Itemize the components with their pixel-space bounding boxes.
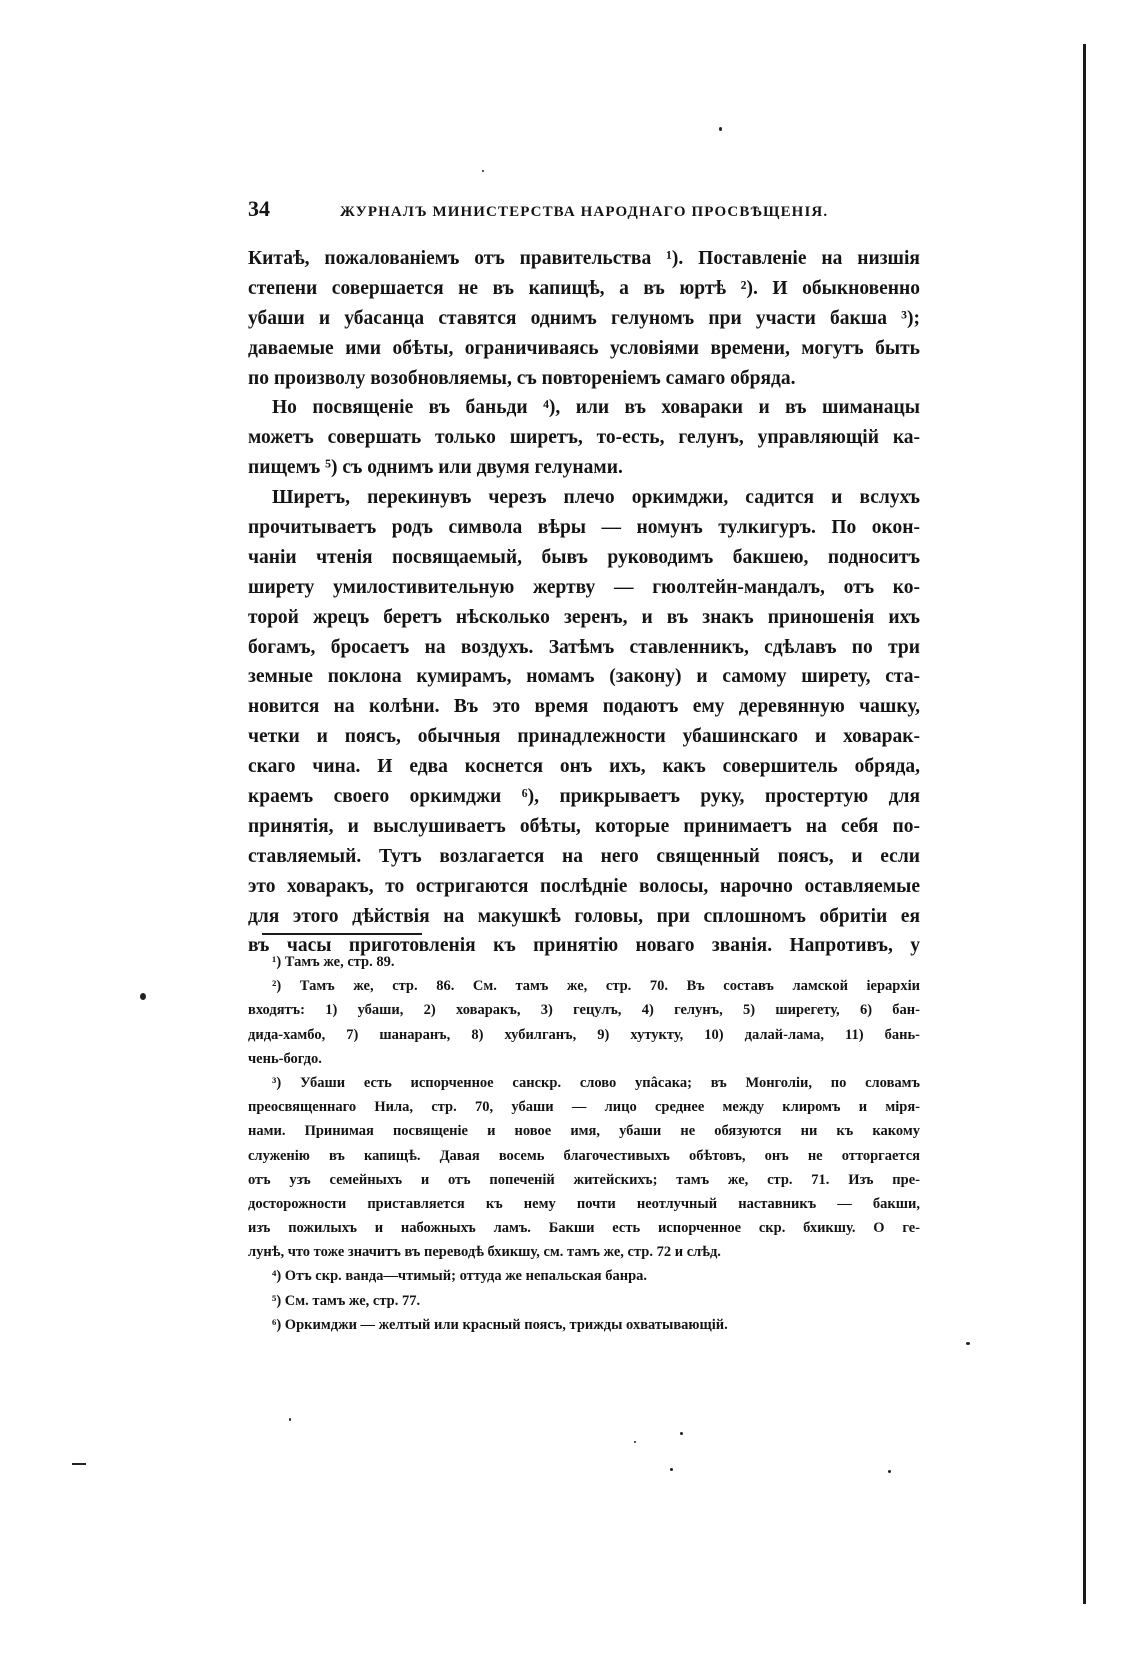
footnote-line: входятъ: 1) убаши, 2) ховаракъ, 3) гецулъ, 4) гелунъ, 5) ширегету, 6) бан- xyxy=(248,1002,920,1019)
text-line: для этого дѣйствія на макушкѣ головы, при сплошномъ обритіи ея xyxy=(248,905,920,927)
page-number: 34 xyxy=(248,196,270,221)
text-line: это ховаракъ, то остригаются послѣдніе волосы, нарочно оставляемые xyxy=(248,875,920,897)
scan-speck xyxy=(289,1418,291,1421)
text-line: даваемые ими обѣты, ограничиваясь условіями времени, могутъ быть xyxy=(248,337,920,359)
page-header xyxy=(248,196,903,220)
footnote xyxy=(248,974,920,1071)
footnote-line: досторожности приставляется къ нему почти неотлучный наставникъ — бакши, xyxy=(248,1195,920,1212)
footnote-line: чень-богдо. xyxy=(248,1050,322,1067)
text-line: можетъ совершать только ширетъ, то-есть, гелунъ, управляющій ка- xyxy=(248,427,920,449)
text-line: торой жрецъ беретъ нѣсколько зеренъ, и въ знакъ приношенія ихъ xyxy=(248,606,920,628)
scan-speck xyxy=(680,1432,683,1435)
scan-speck xyxy=(482,170,484,172)
scan-speck xyxy=(719,127,722,131)
text-line: въ часы приготовленія къ принятію новаго званія. Напротивъ, у xyxy=(248,935,920,957)
footnote-line: ⁴) Отъ скр. ванда—чтимый; оттуда же непальская банра. xyxy=(272,1268,648,1285)
footnote-rule xyxy=(262,933,422,935)
scan-speck xyxy=(966,1342,970,1345)
footnote-line: изъ пожилыхъ и набожныхъ ламъ. Бакши есть испорченное скр. бхикшу. О ге- xyxy=(248,1220,920,1237)
footnote-line: служенію въ капищѣ. Давая восемь благочестивыхъ обѣтовъ, онъ не отторгается xyxy=(248,1147,920,1164)
scan-speck xyxy=(670,1468,673,1471)
text-line: ширету умилостивительную жертву — гюолтейн-мандалъ, отъ ко- xyxy=(248,576,920,598)
footnote xyxy=(248,950,920,974)
text-line: принятія, и выслушиваетъ обѣты, которые принимаетъ на себя по- xyxy=(248,815,920,837)
text-line: чаніи чтенія посвящаемый, бывъ руководимъ бакшею, подноситъ xyxy=(248,546,920,568)
footnote xyxy=(248,1071,920,1265)
text-line: степени совершается не въ капищѣ, а въ юртѣ ²). И обыкновенно xyxy=(248,277,920,299)
text-line: богамъ, бросаетъ на воздухъ. Затѣмъ ставленникъ, сдѣлавъ по три xyxy=(248,636,920,658)
footnote-line: нами. Принимая посвященіе и новое имя, убаши не обязуются ни къ какому xyxy=(248,1123,920,1140)
footnotes xyxy=(248,950,920,1337)
text-line: Китаѣ, пожалованіемъ отъ правительства ¹). Поставленіе на низшія xyxy=(248,248,920,269)
footnote-line: дида-хамбо, 7) шанаранъ, 8) хубилганъ, 9) хутукту, 10) далай-лама, 11) бань- xyxy=(248,1026,920,1043)
text-line: ставляемый. Тутъ возлагается на него священный поясъ, и если xyxy=(248,845,920,867)
running-title: ЖУРНАЛЪ МИНИСТЕРСТВА НАРОДНАГО ПРОСВѢЩЕНІЯ. xyxy=(340,204,829,220)
footnote-line: ⁶) Оркимджи — желтый или красный поясъ, трижды охватывающій. xyxy=(272,1316,728,1333)
text-line: четки и поясъ, обычныя принадлежности убашинскаго и ховарак- xyxy=(248,726,920,748)
scan-speck xyxy=(140,993,146,1000)
footnote-line: преосвященнаго Нила, стр. 70, убаши — лицо среднее между клиромъ и міря- xyxy=(248,1099,920,1116)
text-line: Но посвященіе въ баньди ⁴), или въ ховараки и въ шиманацы xyxy=(272,397,920,419)
scan-speck xyxy=(888,1470,891,1473)
text-line: пищемъ ⁵) съ однимъ или двумя гелунами. xyxy=(248,457,623,479)
main-text xyxy=(248,244,920,961)
text-line: краемъ своего оркимджи ⁶), прикрываетъ руку, простертую для xyxy=(248,786,920,808)
footnote-line: ³) Убаши есть испорченное санскр. слово упâсака; въ Монголіи, по словамъ xyxy=(272,1074,920,1091)
scan-speck xyxy=(72,1463,86,1465)
footnote-line: отъ узъ семейныхъ и отъ попеченій житейскихъ; тамъ же, стр. 71. Изъ пре- xyxy=(248,1171,920,1188)
text-line: убаши и убасанца ставятся однимъ гелуномъ при участи бакша ³); xyxy=(248,307,920,329)
footnote xyxy=(248,1313,920,1337)
footnote xyxy=(248,1289,920,1313)
text-line: скаго чина. И едва коснется онъ ихъ, какъ совершитель обряда, xyxy=(248,756,920,778)
scan-speck xyxy=(634,1441,636,1443)
footnote-line: ²) Тамъ же, стр. 86. См. тамъ же, стр. 70. Въ составъ ламской іерархіи xyxy=(272,978,920,995)
footnote-line: лунѣ, что тоже значитъ въ переводѣ бхикшу, см. тамъ же, стр. 72 и слѣд. xyxy=(248,1244,721,1261)
footnote-line: ⁵) См. тамъ же, стр. 77. xyxy=(272,1292,421,1309)
footnote-line: ¹) Тамъ же, стр. 89. xyxy=(272,954,395,970)
text-line: Ширетъ, перекинувъ черезъ плечо оркимджи, садится и вслухъ xyxy=(272,487,920,509)
text-line: земные поклона кумирамъ, номамъ (закону) и самому ширету, ста- xyxy=(248,666,920,688)
footnote xyxy=(248,1264,920,1288)
text-line: новится на колѣни. Въ это время подаютъ ему деревянную чашку, xyxy=(248,696,920,718)
text-line: по произволу возобновляемы, съ повтореніемъ самаго обряда. xyxy=(248,367,796,389)
scan-edge-rule xyxy=(1083,44,1086,1604)
text-line: прочитываетъ родъ символа вѣры — номунъ тулкигуръ. По окон- xyxy=(248,517,920,539)
